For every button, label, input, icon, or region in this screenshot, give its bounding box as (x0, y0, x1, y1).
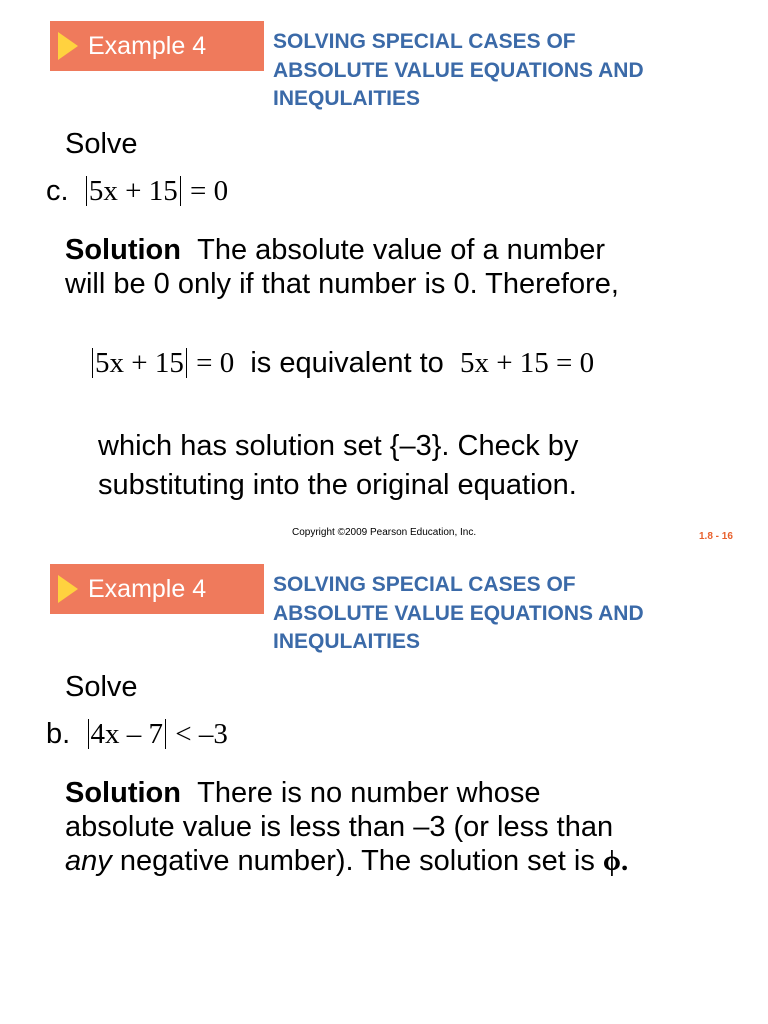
equation-rhs: = 0 (189, 175, 229, 207)
solution-text: will be 0 only if that number is 0. Therefore, (65, 268, 619, 300)
part-label: b. (46, 718, 71, 750)
solution-text: The absolute value of a number (197, 234, 605, 266)
inequality-rhs: < –3 (175, 718, 228, 750)
heading-line: ABSOLUTE VALUE EQUATIONS AND (273, 58, 644, 82)
equiv-text: is equivalent to (250, 347, 444, 379)
page-number: 1.8 - 16 (699, 531, 733, 542)
example-label: Example 4 (88, 31, 207, 60)
example-badge (50, 564, 264, 614)
problem-equation (46, 174, 228, 208)
heading-line: INEQULAITIES (273, 87, 421, 110)
example-badge (50, 21, 264, 71)
equiv-equation: 5x + 15 = 0 (459, 347, 595, 379)
heading-line: SOLVING SPECIAL CASES OF (273, 573, 576, 596)
solution-emphasis: any (65, 845, 112, 877)
solution-label: Solution (65, 777, 181, 809)
abs-inner: 5x + 15 (95, 347, 184, 379)
problem-inequality (46, 717, 228, 751)
solution-paragraph (65, 776, 628, 878)
conclusion-text: substituting into the original equation. (98, 469, 577, 501)
section-heading (273, 28, 743, 114)
solve-label: Solve (65, 128, 138, 160)
conclusion-paragraph (98, 427, 578, 505)
play-arrow-icon (58, 575, 78, 603)
solution-label: Solution (65, 234, 181, 266)
solution-paragraph (65, 233, 619, 301)
empty-set-symbol: ϕ. (602, 845, 629, 877)
solve-label: Solve (65, 671, 138, 703)
solution-text: negative number). The solution set is (111, 845, 603, 877)
solution-text: There is no number whose (197, 777, 541, 809)
abs-inner: 4x – 7 (90, 718, 163, 750)
play-arrow-icon (58, 32, 78, 60)
copyright: Copyright ©2009 Pearson Education, Inc. (292, 527, 477, 538)
equation-rhs: = 0 (196, 347, 235, 379)
conclusion-text: which has solution set {–3}. Check by (98, 430, 579, 462)
heading-line: SOLVING SPECIAL CASES OF (273, 30, 576, 53)
equivalence-line (90, 346, 594, 380)
part-label: c. (46, 175, 69, 207)
solution-text: absolute value is less than –3 (or less than (65, 811, 614, 843)
example-label: Example 4 (88, 574, 207, 603)
heading-line: INEQULAITIES (273, 630, 421, 653)
abs-inner: 5x + 15 (88, 175, 178, 207)
section-heading (273, 571, 743, 657)
heading-line: ABSOLUTE VALUE EQUATIONS AND (273, 601, 644, 625)
slide-2 (0, 550, 768, 1024)
